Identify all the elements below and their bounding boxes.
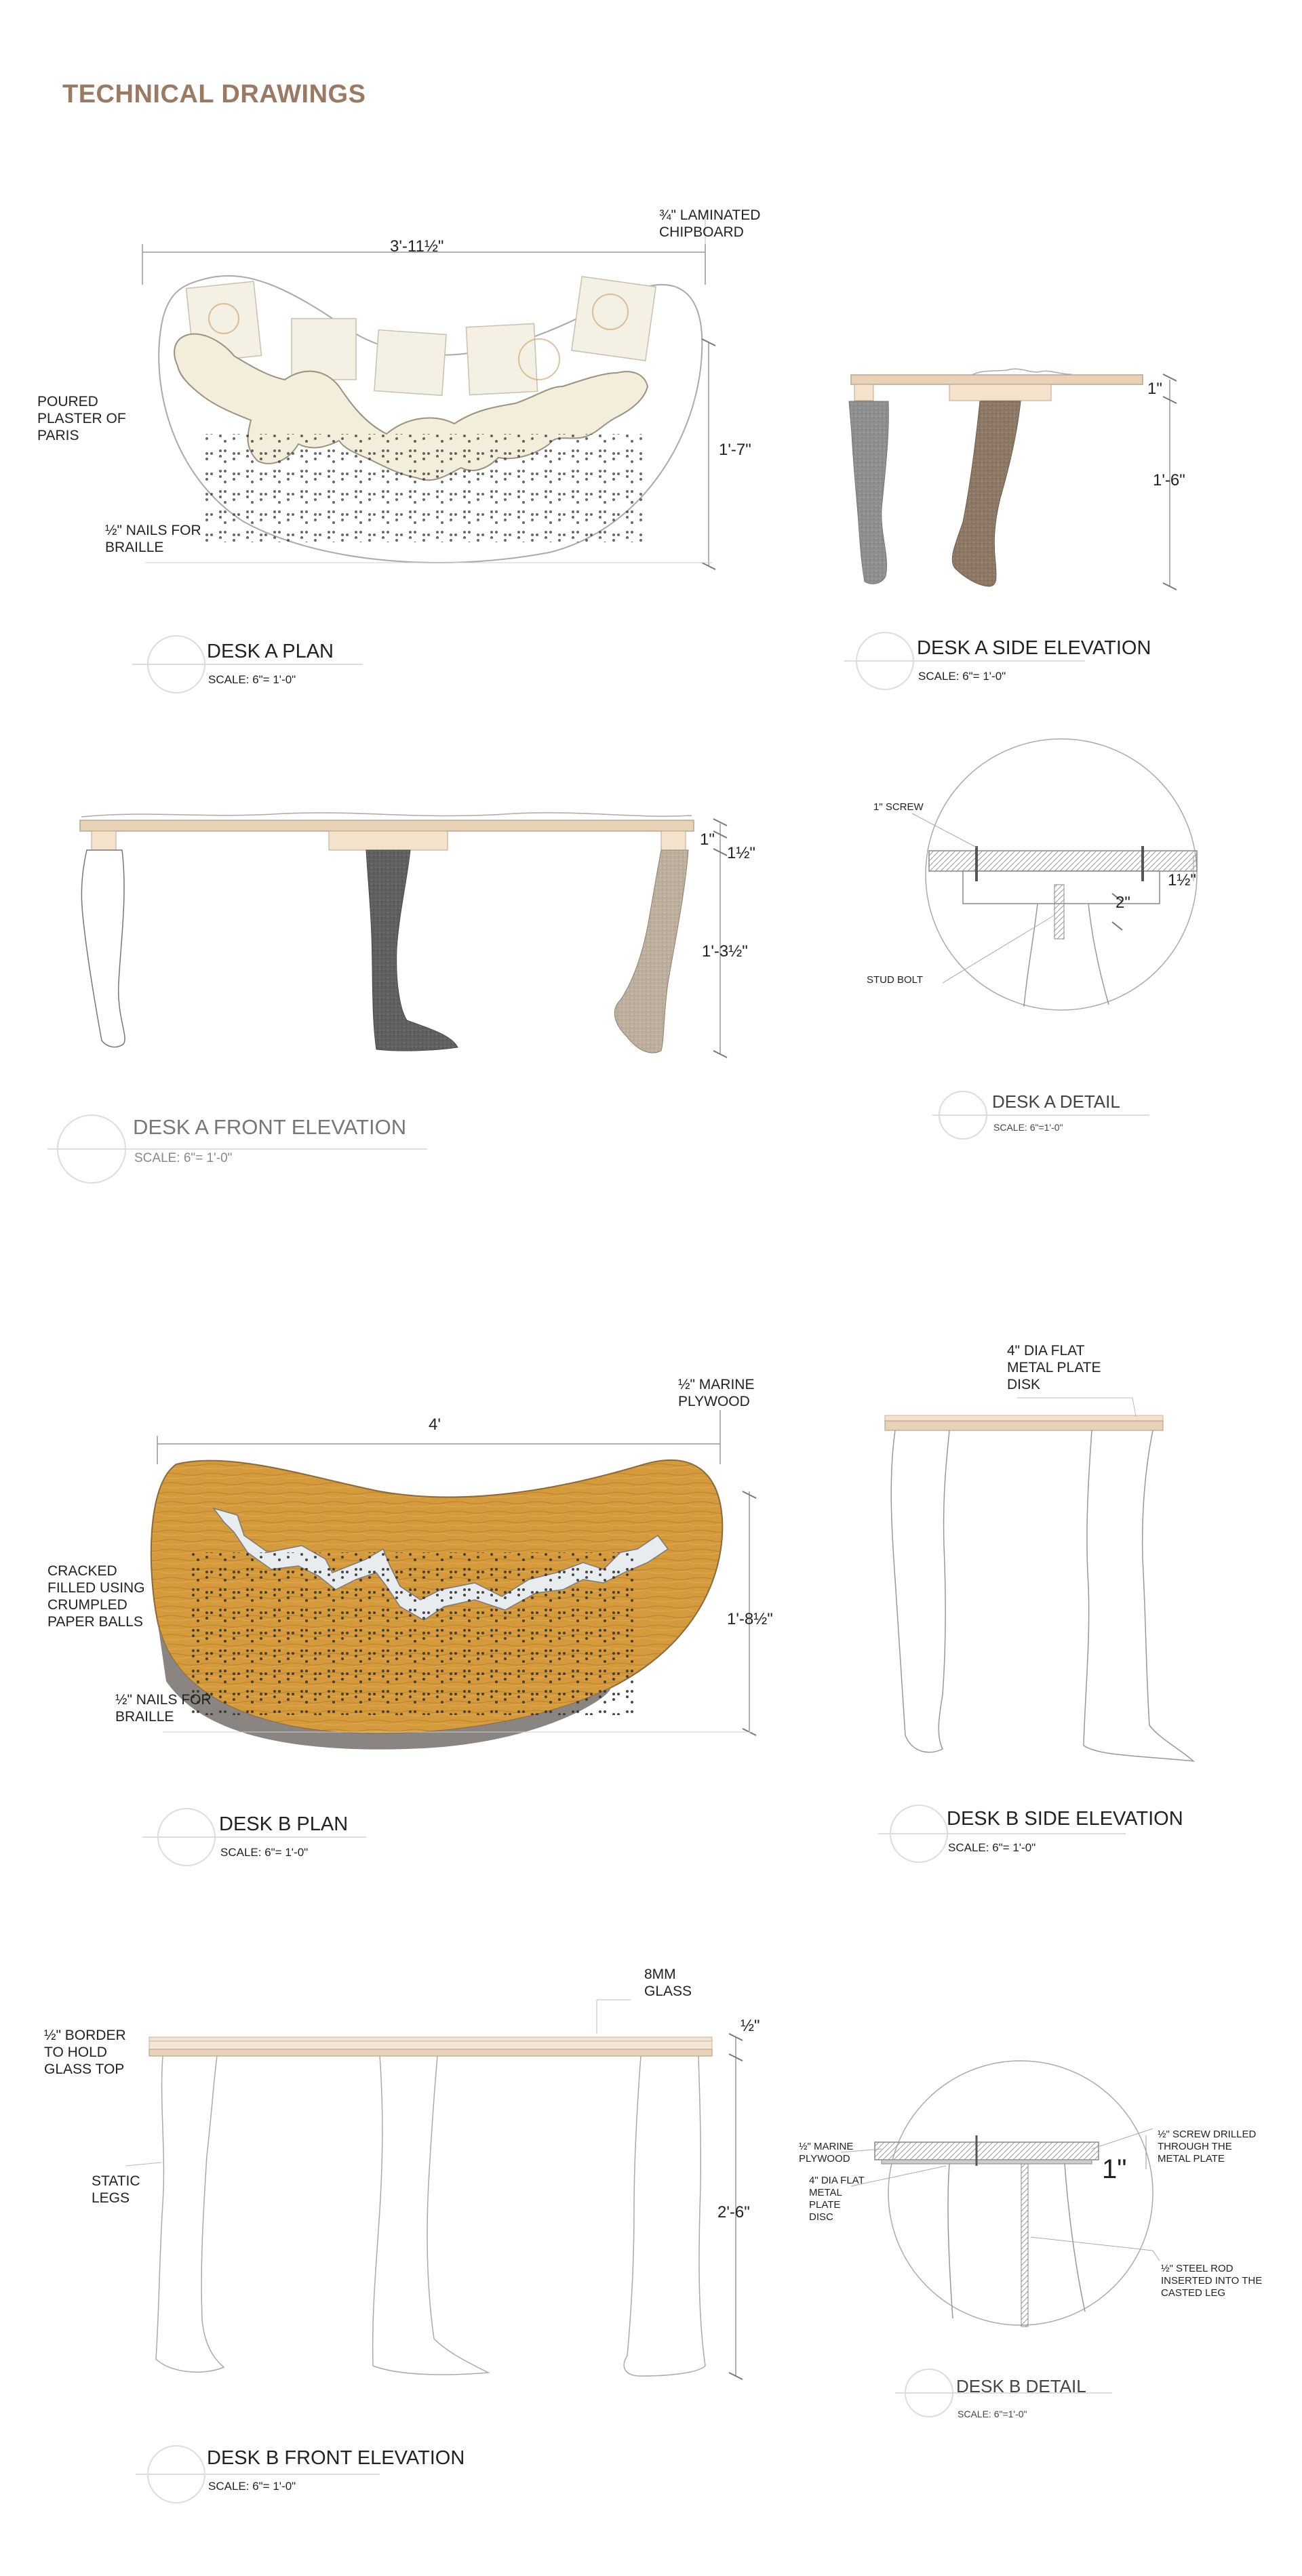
- desk-b-detail-plywood-note: ½" MARINE PLYWOOD: [799, 2141, 854, 2165]
- desk-b-glass-note: 8MM GLASS: [644, 1967, 692, 1999]
- desk-a-stud-bolt-note: STUD BOLT: [867, 974, 924, 986]
- desk-a-detail-scale: SCALE: 6"=1'-0": [993, 1122, 1063, 1133]
- desk-b-front-title: DESK B FRONT ELEVATION: [207, 2447, 465, 2469]
- desk-a-side-top-dim: 1": [1147, 380, 1162, 398]
- desk-b-detail-rod-note: ½" STEEL ROD INSERTED INTO THE CASTED LEG: [1161, 2263, 1263, 2299]
- desk-a-plan-drawing: [132, 210, 715, 693]
- desk-b-front-height-dim: 2'-6": [717, 2203, 750, 2221]
- desk-b-detail-top-dim: 1": [1102, 2154, 1127, 2184]
- desk-b-side-drawing: [878, 1398, 1194, 1862]
- desk-a-front-scale: SCALE: 6"= 1'-0": [134, 1151, 233, 1165]
- desk-a-front-top-dim: 1": [700, 830, 715, 849]
- desk-b-detail-drawing: [841, 2061, 1160, 2417]
- desk-a-front-top2-dim: 1½": [727, 844, 755, 862]
- desk-b-front-scale: SCALE: 6"= 1'-0": [208, 2480, 296, 2493]
- desk-b-detail-scale: SCALE: 6"=1'-0": [958, 2409, 1027, 2419]
- desk-a-plan-title: DESK A PLAN: [207, 641, 334, 662]
- desk-b-braille-note: ½" NAILS FOR BRAILLE: [115, 1692, 212, 1725]
- desk-b-front-drawing: [125, 2000, 743, 2503]
- desk-a-front-title: DESK A FRONT ELEVATION: [133, 1115, 407, 1139]
- desk-a-plaster-note: POURED PLASTER OF PARIS: [37, 394, 126, 443]
- desk-a-front-height-dim: 1'-3½": [702, 942, 748, 961]
- desk-b-plan-title: DESK B PLAN: [219, 1813, 349, 1835]
- desk-b-plan-depth-dim: 1'-8½": [727, 1610, 773, 1628]
- desk-a-chipboard-note: ¾" LAMINATED CHIPBOARD: [659, 207, 761, 240]
- desk-b-detail-title: DESK B DETAIL: [956, 2376, 1086, 2396]
- desk-a-screw-note: 1" SCREW: [873, 801, 924, 813]
- desk-b-front-top-dim: ½": [741, 2017, 760, 2035]
- desk-a-side-title: DESK A SIDE ELEVATION: [917, 637, 1151, 659]
- desk-a-detail-drawing: [912, 739, 1197, 1139]
- desk-b-side-scale: SCALE: 6"= 1'-0": [948, 1841, 1036, 1854]
- desk-a-detail-top-dim: 1½": [1168, 871, 1196, 889]
- desk-b-legs-note: STATIC LEGS: [92, 2173, 140, 2206]
- desk-a-detail-title: DESK A DETAIL: [992, 1091, 1120, 1112]
- page-title: TECHNICAL DRAWINGS: [62, 80, 366, 108]
- desk-b-detail-screw-note: ½" SCREW DRILLED THROUGH THE METAL PLATE: [1158, 2129, 1257, 2165]
- desk-a-side-height-dim: 1'-6": [1153, 471, 1185, 489]
- desk-b-plan-scale: SCALE: 6"= 1'-0": [220, 1846, 309, 1859]
- desk-a-side-scale: SCALE: 6"= 1'-0": [918, 670, 1006, 683]
- desk-b-plan-width-dim: 4': [429, 1415, 441, 1434]
- desk-b-border-note: ½" BORDER TO HOLD GLASS TOP: [44, 2028, 126, 2077]
- desk-a-plan-scale: SCALE: 6"= 1'-0": [208, 673, 296, 686]
- desk-a-plan-width-dim: 3'-11½": [390, 237, 444, 256]
- desk-b-detail-disc-note: 4" DIA FLAT METAL PLATE DISC: [809, 2175, 865, 2223]
- desk-b-disk-note: 4" DIA FLAT METAL PLATE DISK: [1007, 1343, 1101, 1392]
- desk-b-plywood-note: ½" MARINE PLYWOOD: [678, 1377, 755, 1409]
- desk-b-side-title: DESK B SIDE ELEVATION: [947, 1808, 1183, 1830]
- desk-b-crack-note: CRACKED FILLED USING CRUMPLED PAPER BALLS: [47, 1563, 145, 1630]
- desk-b-plan-drawing: [142, 1410, 756, 1866]
- desk-a-braille-note: ½" NAILS FOR BRAILLE: [105, 523, 201, 555]
- desk-a-plan-depth-dim: 1'-7": [719, 441, 751, 459]
- desk-a-detail-plate-dim: 2": [1116, 893, 1130, 912]
